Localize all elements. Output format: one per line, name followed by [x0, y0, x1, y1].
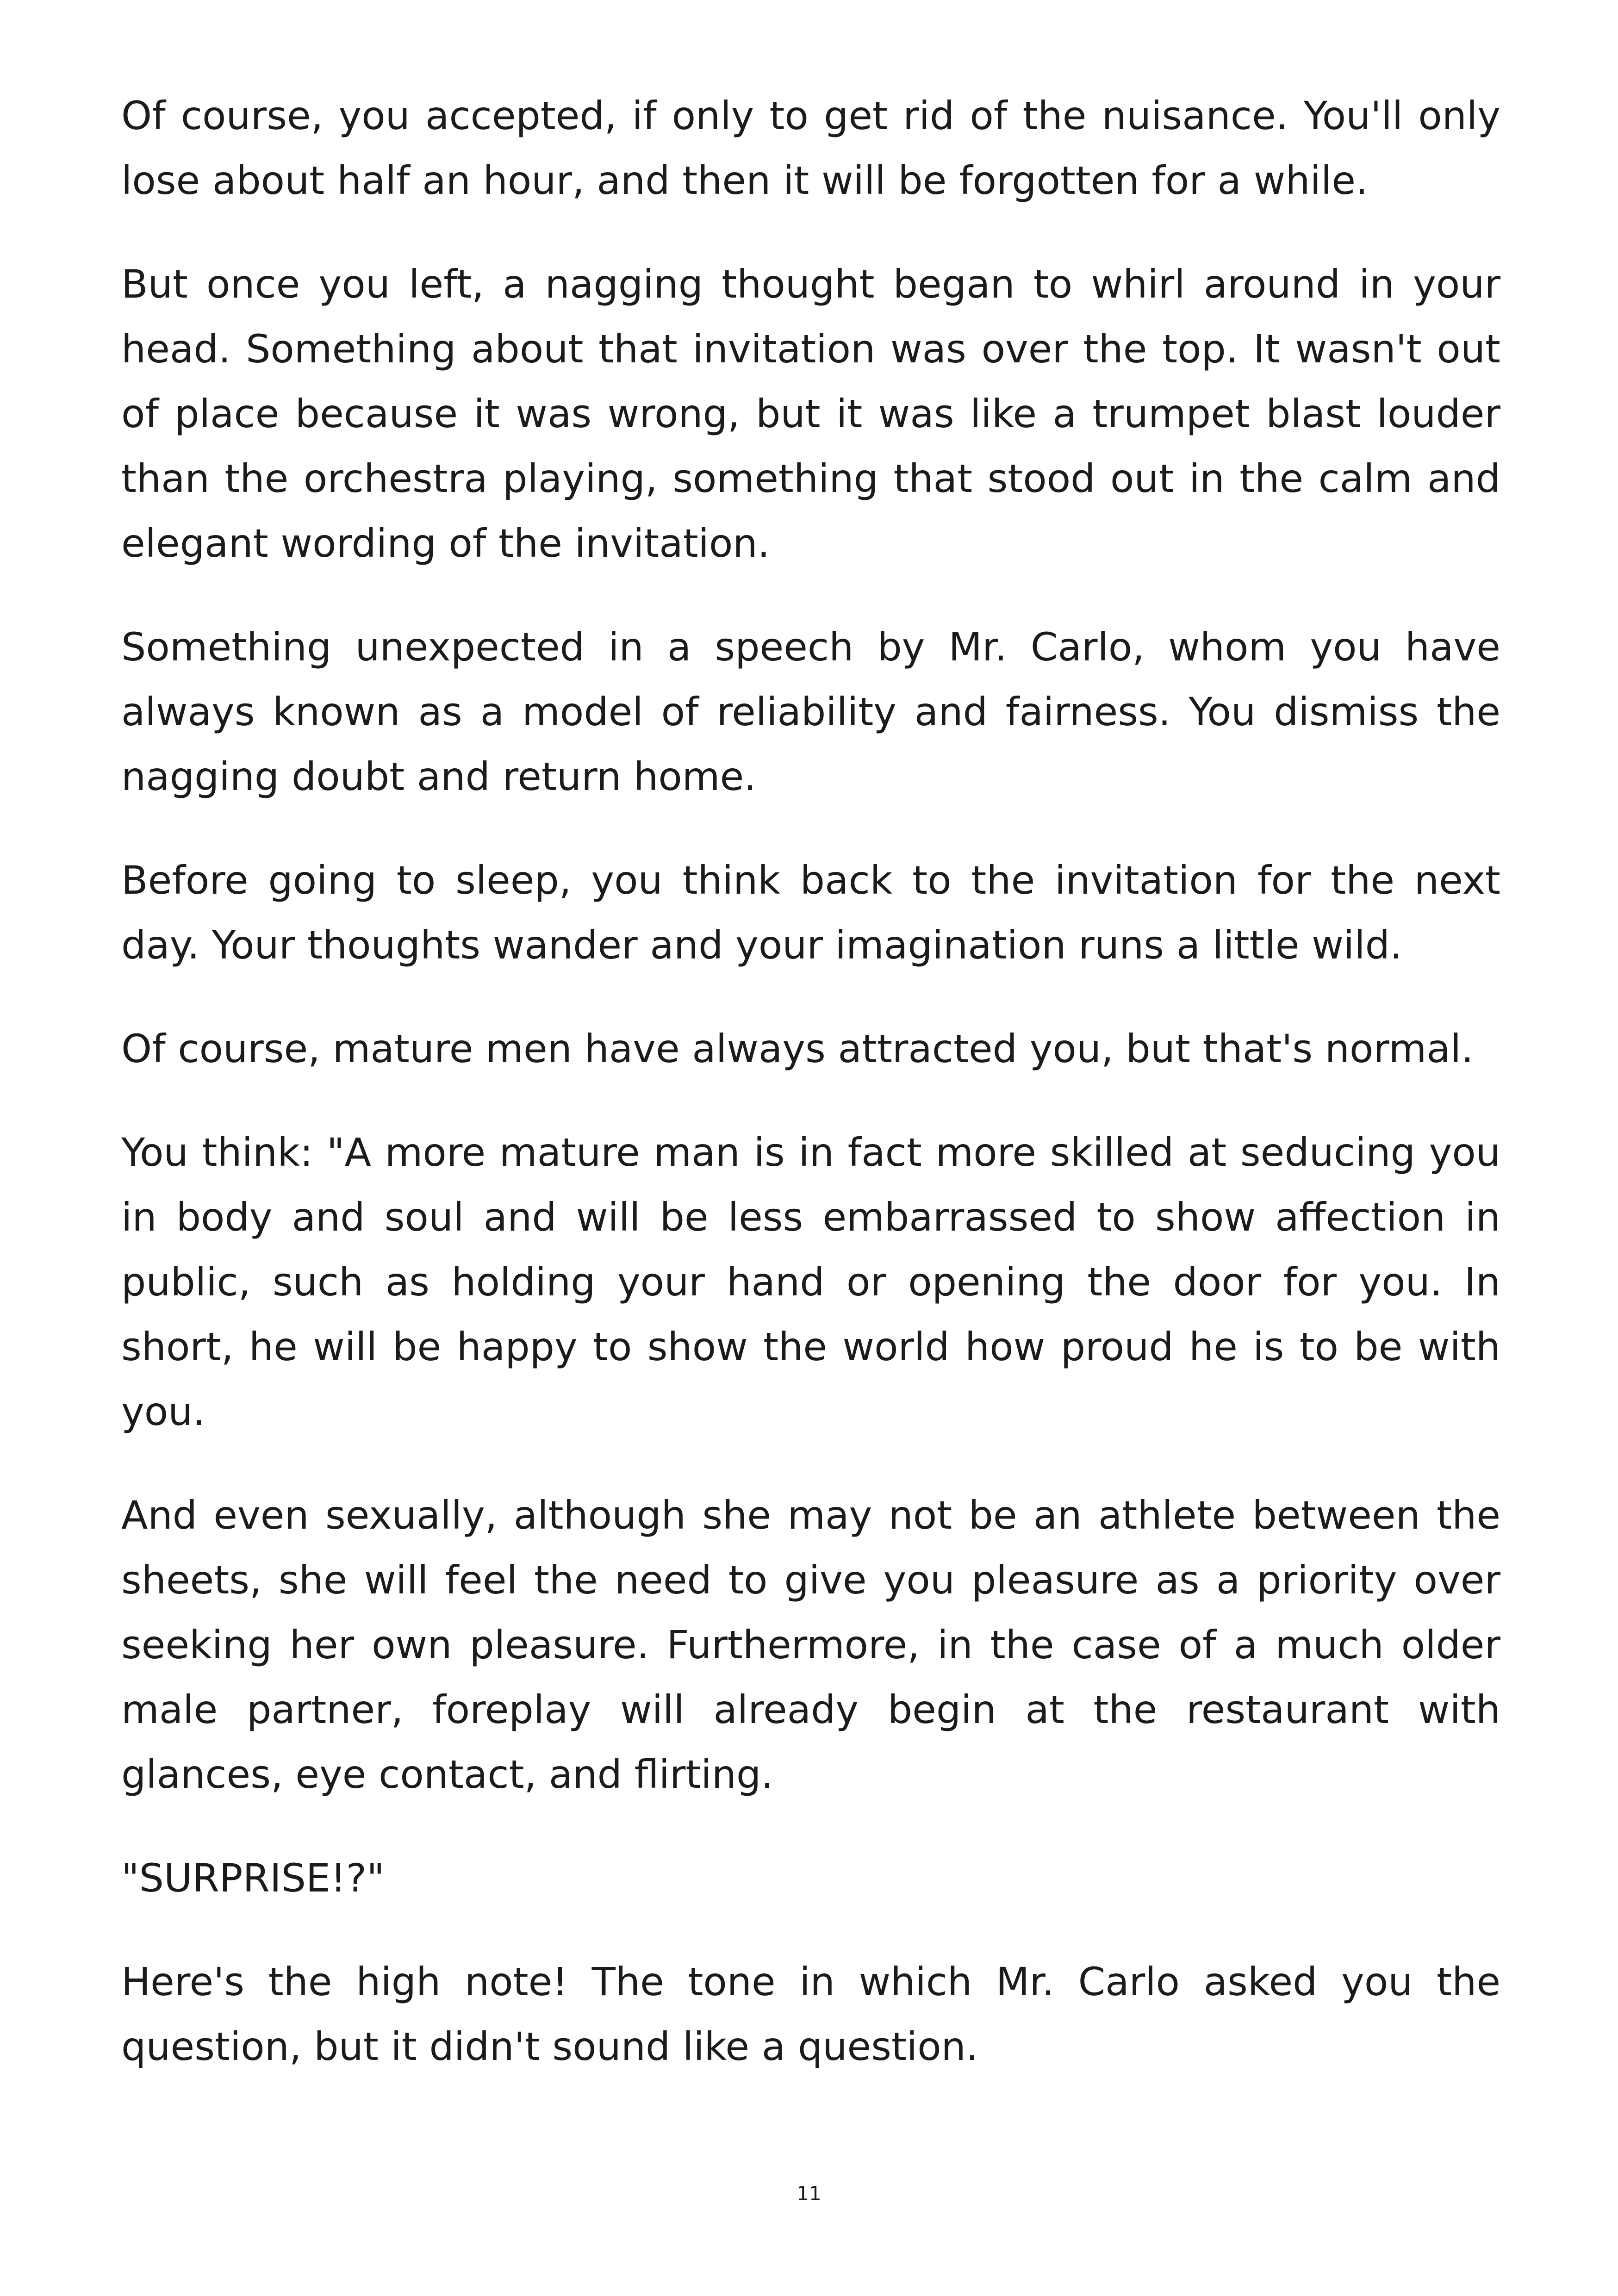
paragraph-9: Here's the high note! The tone in which Mr. Carlo asked you the question, but it didn't sound like a question. [121, 1959, 1500, 2069]
paragraph-3: Something unexpected in a speech by Mr. Carlo, whom you have always known as a model of reliability and fairness. You dismiss the nagging doubt and return home. [121, 624, 1500, 799]
paragraph-7: And even sexually, although she may not be an athlete between the sheets, she will feel the need to give you pleasure as a priority over seeking her own pleasure. Furthermore, in the case of a much older male partner, foreplay will already begin at the restaurant with glances, eye contact, and flirting. [121, 1493, 1500, 1797]
paragraph-4: Before going to sleep, you think back to the invitation for the next day. Your thoughts wander and your imagination runs a little wild. [121, 858, 1500, 968]
paragraph-8: "SURPRISE!?" [121, 1855, 385, 1901]
page-number: 11 [797, 2182, 821, 2205]
paragraph-1: Of course, you accepted, if only to get rid of the nuisance. You'll only lose about half an hour, and then it will be forgotten for a while. [121, 93, 1500, 203]
body-text [121, 83, 1500, 2118]
paragraph-5: Of course, mature men have always attracted you, but that's normal. [121, 1026, 1474, 1071]
paragraph-6: You think: "A more mature man is in fact more skilled at seducing you in body and soul and will be less embarrassed to show affection in public, such as holding your hand or opening the door for you. In short, he will be happy to show the world how proud he is to be with you. [121, 1130, 1500, 1434]
paragraph-2: But once you left, a nagging thought began to whirl around in your head. Something about that invitation was over the top. It wasn't out of place because it was wrong, but it was like a trumpet blast louder than the orchestra playing, something that stood out in the calm and elegant wording of the invitation. [121, 261, 1500, 566]
